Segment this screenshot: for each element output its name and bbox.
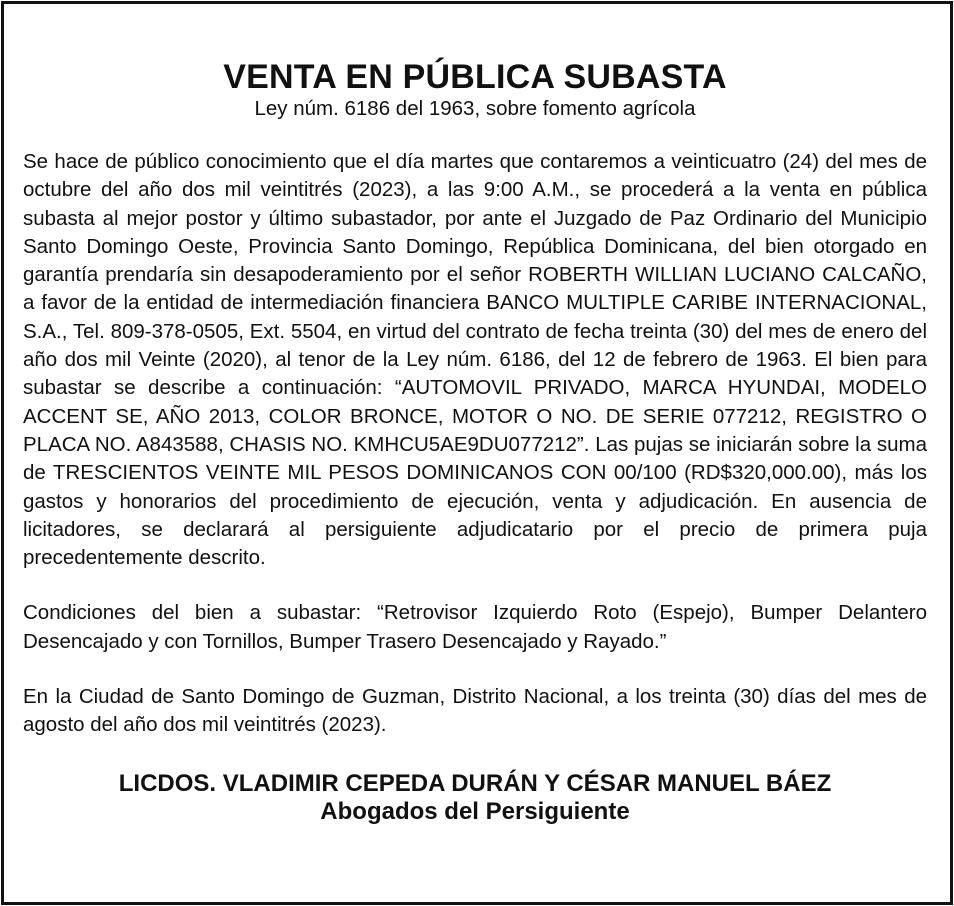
notice-subtitle: Ley núm. 6186 del 1963, sobre fomento agrícola (254, 97, 696, 120)
notice-paragraph-conditions: Condiciones del bien a subastar: “Retrovisor Izquierdo Roto (Espejo), Bumper Delantero Desencajado y con Tornillos, Bumper Trasero Desencajado y Rayado.” (23, 601, 927, 653)
notice-paragraph-main: Se hace de público conocimiento que el día martes que contaremos a veinticuatro (24) del mes de octubre del año dos mil veintitrés (2023), a las 9:00 A.M., se procederá a la venta en pública subasta al mejor postor y último subastador, por ante el Juzgado de Paz Ordinario del Municipio Santo Domingo Oeste, Provincia Santo Domingo, República Dominicana, del bien otorgado en garantía prendaría sin desapoderamiento por el señor ROBERTH WILLIAN LUCIANO CALCAÑO, a favor de la entidad de intermediación financiera BANCO MULTIPLE CARIBE INTERNACIONAL, S.A., Tel. 809-378-0505, Ext. 5504, en virtud del contrato de fecha treinta (30) del mes de enero del año dos mil Veinte (2020), al tenor de la Ley núm. 6186, del 12 de febrero de 1963. El bien para subastar se describe a continuación: “AUTOMOVIL PRIVADO, MARCA HYUNDAI, MODELO ACCENT SE, AÑO 2013, COLOR BRONCE, MOTOR O NO. DE SERIE 077212, REGISTRO O PLACA NO. A843588, CHASIS NO. KMHCU5AE9DU077212”. Las pujas se iniciarán sobre la suma de TRESCIENTOS VEINTE MIL PESOS DOMINICANOS CON 00/100 (RD$320,000.00), más los gastos y honorarios del procedimiento de ejecución, venta y adjudicación. En ausencia de licitadores, se declarará al persiguiente adjudicatario por el precio de primera puja precedentemente descrito. (23, 150, 927, 570)
signature-role: Abogados del Persiguiente (320, 797, 630, 825)
notice-paragraph-date: En la Ciudad de Santo Domingo de Guzman, Distrito Nacional, a los treinta (30) días del mes de agosto del año dos mil veintitrés (2023). (23, 685, 927, 737)
notice-content (23, 58, 927, 826)
notice-title: VENTA EN PÚBLICA SUBASTA (223, 58, 727, 96)
notice-frame (1, 1, 953, 905)
signature-names: LICDOS. VLADIMIR CEPEDA DURÁN Y CÉSAR MANUEL BÁEZ (118, 769, 832, 797)
